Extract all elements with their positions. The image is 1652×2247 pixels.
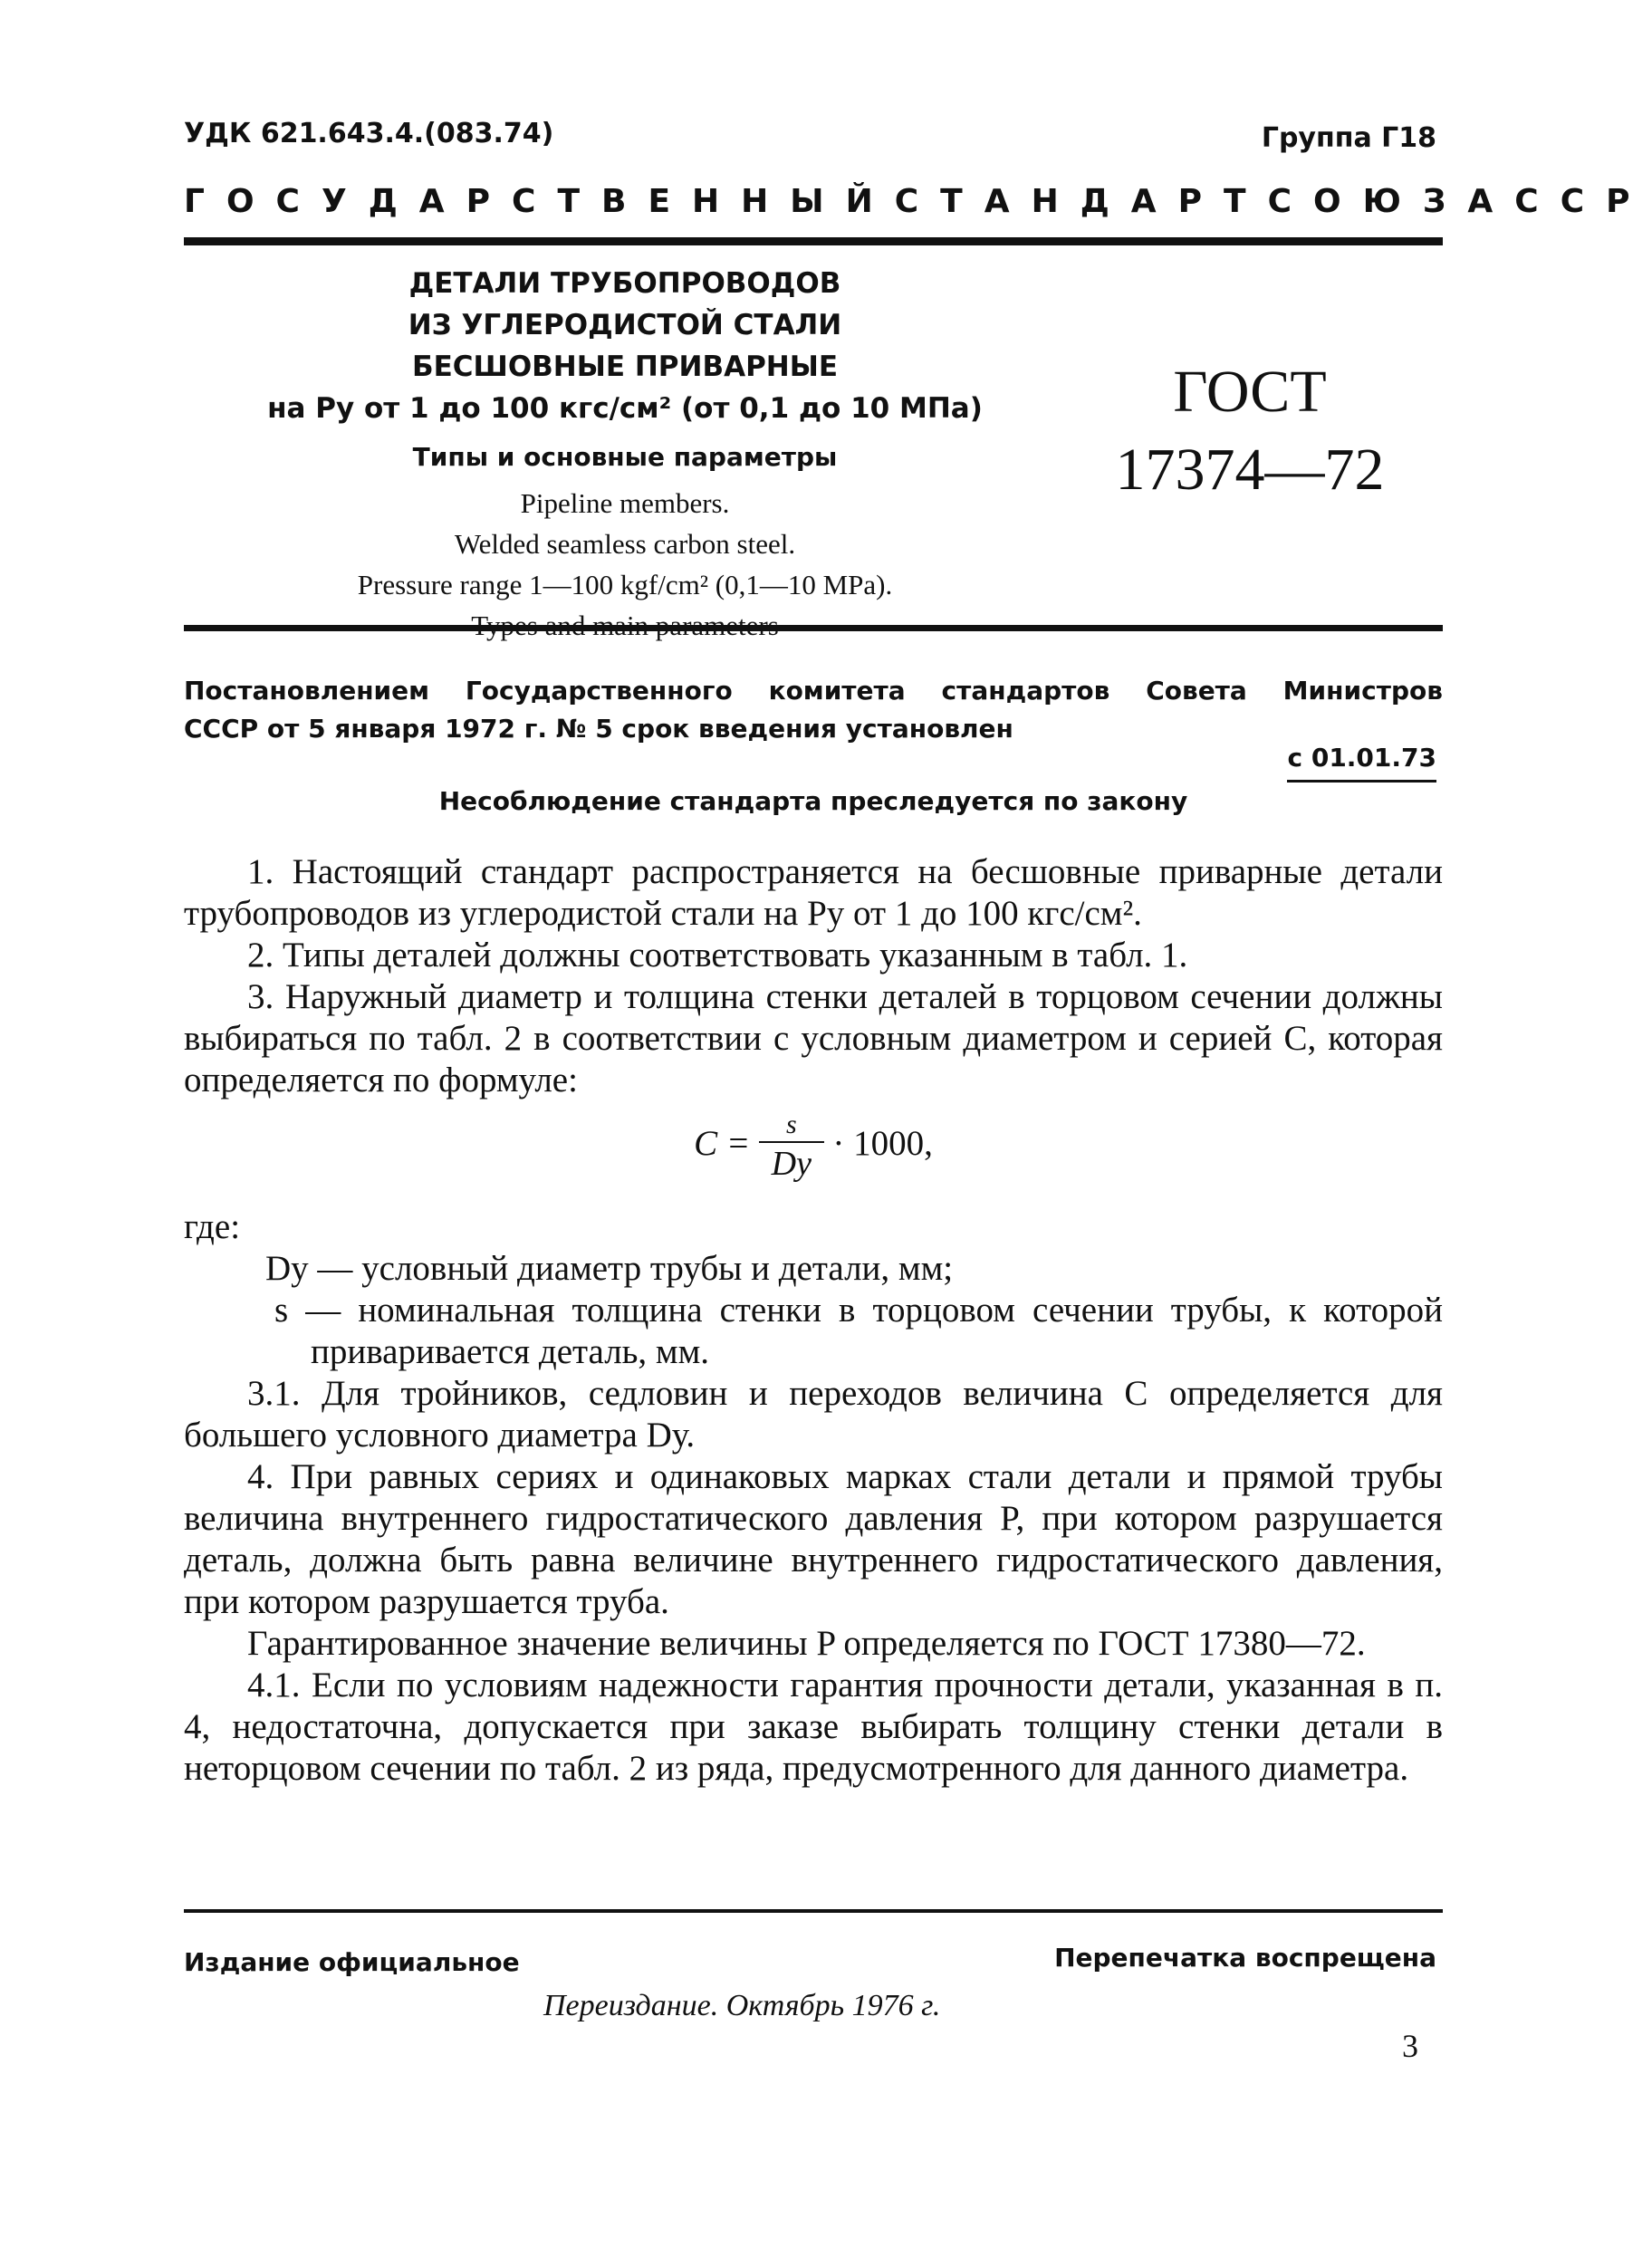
title-divider bbox=[184, 625, 1443, 631]
udk-code: УДК 621.643.4.(083.74) bbox=[184, 118, 554, 149]
top-divider bbox=[184, 237, 1443, 245]
title-en-line: Pressure range 1—100 kgf/cm² (0,1—10 MPa). bbox=[357, 569, 893, 600]
effective-date: с 01.01.73 bbox=[1287, 743, 1436, 783]
decree-line: СССР от 5 января 1972 г. № 5 срок введения установлен bbox=[184, 714, 1013, 744]
paragraph: 4. При равных сериях и одинаковых марках стали детали и прямой трубы величина внутреннего гидростатического давления P, при котором разрушается деталь, должна быть равна величине внутреннего гидростатического давления, при котором разрушается труба. bbox=[184, 1457, 1443, 1621]
official-edition: Издание официальное bbox=[184, 1947, 520, 1977]
formula-numerator: s bbox=[759, 1109, 824, 1143]
title-line: БЕСШОВНЫЕ ПРИВАРНЫЕ bbox=[411, 350, 839, 383]
title-line: на Pу от 1 до 100 кгс/см² (от 0,1 до 10 МПа) bbox=[267, 392, 983, 425]
heading-word: ССР bbox=[1514, 183, 1652, 220]
state-standard-heading bbox=[184, 183, 1652, 220]
decree-word: Государственного bbox=[465, 676, 733, 706]
heading-word: СОЮЗА bbox=[1267, 183, 1515, 220]
definition: s — номинальная толщина стенки в торцовом сечении трубы, к которой приваривается деталь, мм. bbox=[274, 1291, 1443, 1371]
decree-word: Совета bbox=[1146, 676, 1247, 706]
formula-lhs: C = bbox=[694, 1123, 759, 1163]
formula bbox=[184, 1109, 1443, 1199]
decree-line bbox=[184, 672, 1443, 710]
main-text bbox=[184, 851, 1443, 1790]
gost-designation bbox=[1069, 353, 1431, 509]
legal-notice: Несоблюдение стандарта преследуется по закону bbox=[438, 786, 1188, 816]
decree-word: Министров bbox=[1282, 676, 1443, 706]
paragraph: 2. Типы деталей должны соответствовать указанным в табл. 1. bbox=[247, 936, 1188, 975]
title-en-line: Welded seamless carbon steel. bbox=[454, 528, 796, 560]
page-number: 3 bbox=[1402, 2028, 1418, 2064]
definition: Dу — условный диаметр трубы и детали, мм; bbox=[265, 1249, 954, 1288]
paragraph: 3. Наружный диаметр и толщина стенки деталей в торцовом сечении должны выбираться по табл. 2 в соответствии с условным диаметром и серией С, которая определяется по формуле: bbox=[184, 977, 1443, 1099]
formula-fraction bbox=[759, 1109, 824, 1185]
title-en-line: Pipeline members. bbox=[520, 487, 730, 519]
decree-text bbox=[184, 672, 1443, 748]
formula-rhs: · 1000, bbox=[832, 1123, 933, 1163]
decree-word: Постановлением bbox=[184, 676, 430, 706]
title-line: ДЕТАЛИ ТРУБОПРОВОДОВ bbox=[408, 267, 841, 300]
title-line: ИЗ УГЛЕРОДИСТОЙ СТАЛИ bbox=[408, 309, 842, 341]
reprint-notice: Перепечатка воспрещена bbox=[1054, 1943, 1436, 1973]
decree-word: стандартов bbox=[941, 676, 1110, 706]
heading-word: СТАНДАРТ bbox=[894, 183, 1268, 220]
paragraph: 4.1. Если по условиям надежности гарантия прочности детали, указанная в п. 4, недостаточна, допускается при заказе выбирать толщину стенки детали в неторцовом сечении по табл. 2 из ряда, предусмотренного для данного диаметра. bbox=[184, 1666, 1443, 1788]
heading-word: ГОСУДАРСТВЕННЫЙ bbox=[184, 183, 895, 220]
title-subtitle: Типы и основные параметры bbox=[412, 442, 838, 472]
gost-number: 17374—72 bbox=[1115, 437, 1385, 503]
decree-word: комитета bbox=[768, 676, 906, 706]
title-block bbox=[217, 263, 1032, 641]
paragraph: 3.1. Для тройников, седловин и переходов величина С определяется для большего условного диаметра Dу. bbox=[184, 1374, 1443, 1455]
paragraph: 1. Настоящий стандарт распространяется на бесшовные приварные детали трубопроводов из углеродистой стали на Pу от 1 до 100 кгс/см². bbox=[184, 852, 1443, 933]
formula-denominator: Dу bbox=[771, 1145, 812, 1183]
group-code: Группа Г18 bbox=[1261, 122, 1436, 154]
reissue-note: Переиздание. Октябрь 1976 г. bbox=[543, 1989, 941, 2022]
gost-label: ГОСТ bbox=[1173, 359, 1327, 425]
paragraph: Гарантированное значение величины P определяется по ГОСТ 17380—72. bbox=[247, 1624, 1366, 1663]
footer-divider bbox=[184, 1909, 1443, 1913]
where-label: где: bbox=[184, 1207, 241, 1246]
